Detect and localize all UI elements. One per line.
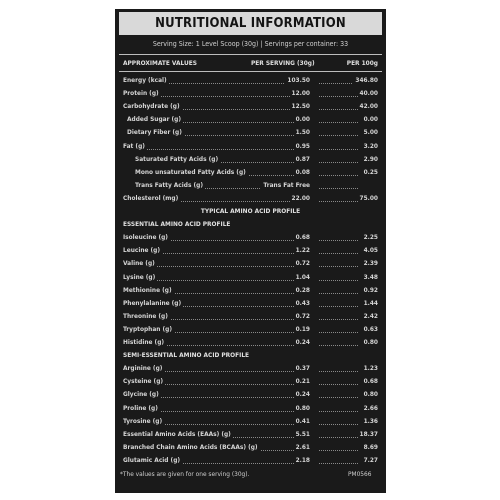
per-100g-value: 8.69 [362,441,378,454]
dotted-leader [319,437,358,438]
row-label: Lysine (g) [123,271,157,284]
per-100g-value: 18.37 [358,428,379,441]
dotted-leader [319,424,358,425]
dotted-leader [319,149,358,150]
table-row [123,297,378,310]
dotted-leader [319,266,358,267]
dotted-leader [319,109,358,110]
table-row [123,415,378,428]
dotted-leader [319,280,358,281]
per-100g-value: 2.39 [362,257,378,270]
per-100g-value: 0.80 [362,388,378,401]
table-row [123,336,378,349]
table-row [123,231,378,244]
dotted-leader [319,162,358,163]
per-100g-value: 5.00 [362,126,378,139]
per-serving-value: 103.50 [285,74,310,87]
per-serving-value: 0.19 [294,323,310,336]
per-100g-value: 346.80 [353,74,378,87]
row-label: Arginine (g) [123,362,164,375]
dotted-leader [319,397,358,398]
per-serving-value: 5.51 [294,428,310,441]
amino-profile-title: TYPICAL AMINO ACID PROFILE [200,207,301,215]
dotted-leader [319,450,358,451]
per-serving-value: 0.00 [294,113,310,126]
table-row [123,153,378,166]
per-serving-value: 0.21 [294,375,310,388]
row-label: Trans Fatty Acids (g) [135,179,205,192]
table-row [123,375,378,388]
row-label: Proline (g) [123,402,160,415]
per-100g-value: 0.92 [362,284,378,297]
row-label: Branched Chain Amino Acids (BCAAs) (g) [123,441,260,454]
row-label: Cysteine (g) [123,375,165,388]
per-100g-value: 0.00 [362,113,378,126]
per-serving-value: 0.24 [294,336,310,349]
per-100g-value: 42.00 [358,100,379,113]
dotted-leader [319,293,358,294]
table-row [123,244,378,257]
table-row [123,388,378,401]
row-label: Saturated Fatty Acids (g) [135,153,220,166]
row-label: Added Sugar (g) [127,113,183,126]
table-row [123,402,378,415]
dotted-leader [319,332,358,333]
dotted-leader [319,411,358,412]
row-label: Glutamic Acid (g) [123,454,182,467]
per-100g-value: 2.90 [362,153,378,166]
per-serving-value: 0.68 [294,231,310,244]
dotted-leader [319,371,358,372]
table-row [123,428,378,441]
per-100g-value: 0.63 [362,323,378,336]
table-row [123,100,378,113]
row-label: Glycine (g) [123,388,161,401]
per-100g-value: 0.80 [362,336,378,349]
per-serving-value: 22.00 [290,192,311,205]
dotted-leader [319,345,358,346]
per-100g-value: 1.44 [362,297,378,310]
table-row [123,271,378,284]
row-label: Carbohydrate (g) [123,100,182,113]
per-serving-value: 0.41 [294,415,310,428]
row-label: Methionine (g) [123,284,174,297]
per-100g-value: 4.05 [362,244,378,257]
row-label: Threonine (g) [123,310,170,323]
per-serving-value: 0.37 [294,362,310,375]
row-label: Histidine (g) [123,336,166,349]
per-serving-value: 12.50 [290,100,311,113]
per-100g-value: 0.68 [362,375,378,388]
per-100g-value: 7.27 [362,454,378,467]
per-100g-value: 1.36 [362,415,378,428]
dotted-leader [319,306,358,307]
dotted-leader [319,319,358,320]
table-row [123,192,378,205]
table-row [123,257,378,270]
dotted-leader [127,149,306,150]
panel-title: NUTRITIONAL INFORMATION [119,12,382,35]
per-serving-value: 2.61 [294,441,310,454]
row-label: Tyrosine (g) [123,415,164,428]
dotted-leader [319,253,358,254]
dotted-leader [319,122,358,123]
per-serving-value: 0.87 [294,153,310,166]
header-per-serving: PER SERVING (30g) [251,59,315,67]
divider [119,71,382,72]
product-code: PM0566 [348,470,372,478]
per-100g-value: 1.23 [362,362,378,375]
column-headers [123,59,378,69]
per-100g-value: 3.48 [362,271,378,284]
table-row [123,179,378,192]
row-label: Phenylalanine (g) [123,297,183,310]
table-row [123,310,378,323]
dotted-leader [319,175,358,176]
per-serving-value: 1.22 [294,244,310,257]
row-label: Mono unsaturated Fatty Acids (g) [135,166,248,179]
per-serving-value: Trans Fat Free [261,179,310,192]
per-100g-value: 0.25 [362,166,378,179]
per-100g-value: 2.25 [362,231,378,244]
table-row [123,140,378,153]
per-serving-value: 1.04 [294,271,310,284]
row-label: Leucine (g) [123,244,162,257]
table-row [123,113,378,126]
per-serving-value: 0.24 [294,388,310,401]
per-serving-value: 0.08 [294,166,310,179]
header-name: APPROXIMATE VALUES [123,59,197,67]
table-row [123,87,378,100]
row-label: Fat (g) [123,140,147,153]
per-serving-value: 0.28 [294,284,310,297]
per-100g-value: 3.20 [362,140,378,153]
dotted-leader [319,135,358,136]
table-row [123,166,378,179]
per-serving-value: 2.18 [294,454,310,467]
row-label: Essential Amino Acids (EAAs) (g) [123,428,233,441]
header-per-100g: PER 100g [346,59,378,67]
row-label: Energy (kcal) [123,74,169,87]
row-label: Isoleucine (g) [123,231,170,244]
row-label: Cholesterol (mg) [123,192,180,205]
per-serving-value: 0.72 [294,310,310,323]
per-serving-value: 0.43 [294,297,310,310]
table-row [123,323,378,336]
row-label: Valine (g) [123,257,157,270]
dotted-leader [319,188,358,189]
nutrition-panel [115,9,386,493]
per-serving-value: 1.50 [294,126,310,139]
table-row [123,126,378,139]
table-row [123,454,378,467]
dotted-leader [319,240,358,241]
per-serving-value: 0.80 [294,402,310,415]
divider [119,54,382,55]
table-row [123,74,378,87]
per-100g-value: 75.00 [358,192,379,205]
per-serving-value: 0.72 [294,257,310,270]
dotted-leader [319,201,358,202]
row-label: Tryptophan (g) [123,323,174,336]
essential-section-title: ESSENTIAL AMINO ACID PROFILE [123,220,231,229]
per-serving-value: 12.00 [290,87,311,100]
dotted-leader [319,96,358,97]
per-100g-value: 40.00 [358,87,379,100]
per-100g-value: 2.66 [362,402,378,415]
row-label: Protein (g) [123,87,161,100]
dotted-leader [319,384,358,385]
table-row [123,284,378,297]
table-row [123,441,378,454]
per-100g-value: 2.42 [362,310,378,323]
footnote: *The values are given for one serving (30g). [120,470,250,478]
semi-essential-section-title: SEMI-ESSENTIAL AMINO ACID PROFILE [123,351,250,360]
dotted-leader [319,463,358,464]
row-label: Dietary Fiber (g) [127,126,184,139]
per-serving-value: 0.95 [294,140,310,153]
dotted-leader [319,83,358,84]
serving-info: Serving Size: 1 Level Scoop (30g) | Servings per container: 33 [152,40,349,48]
table-row [123,362,378,375]
